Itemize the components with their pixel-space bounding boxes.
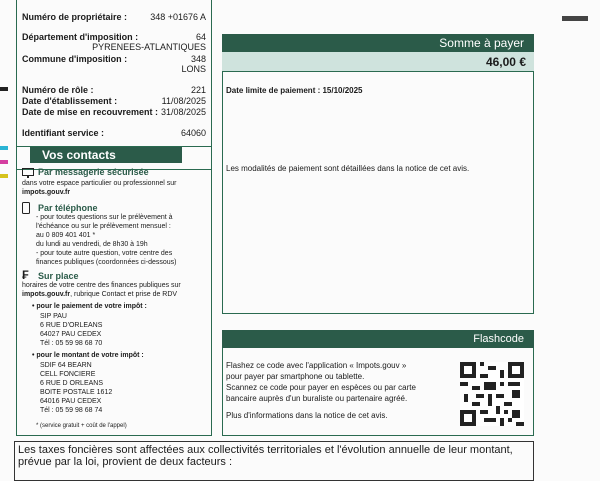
bottom-line-1: Les taxes foncières sont affectées aux collectivités territoriales et l'évolution annuelle de leur montant,: [18, 444, 513, 456]
payment-modalities: Les modalités de paiement sont détaillées dans la notice de cet avis.: [226, 164, 470, 173]
amount-addr-1: SDIF 64 BEARN: [40, 362, 92, 369]
amount-contact-title: • pour le montant de votre impôt :: [32, 352, 144, 359]
place-line-1: horaires de votre centre des finances publiques sur: [22, 282, 181, 289]
commune-code: 348: [190, 54, 206, 64]
place-line-2: , rubrique Contact et prise de RDV: [70, 291, 178, 298]
phone-hours: du lundi au vendredi, de 8h30 à 19h: [36, 241, 148, 248]
phone-line-1: - pour toutes questions sur le prélèvement à: [36, 214, 173, 221]
dept-label: Département d'imposition :: [22, 32, 139, 42]
amount-addr-2: CELL FONCIERE: [40, 371, 96, 378]
amount-addr-3: 6 RUE D ORLEANS: [40, 380, 104, 387]
service-id-label: Identifiant service :: [22, 128, 105, 138]
payment-addr-3: 64027 PAU CEDEX: [40, 331, 102, 338]
role-label: Numéro de rôle :: [22, 85, 94, 95]
footnote: * (service gratuit + coût de l'appel): [36, 423, 127, 429]
owner-number-value: 348 +01676 A: [150, 12, 206, 22]
amount-addr-6: Tél : 05 59 98 68 74: [40, 407, 103, 414]
payment-title: Somme à payer: [222, 34, 534, 52]
phone-line-4: finances publiques (coordonnées ci-dessous): [36, 259, 177, 266]
message-title: Par messagerie sécurisée: [38, 167, 149, 177]
contacts-title: Vos contacts: [30, 147, 182, 163]
place-site-link[interactable]: impots.gouv.fr: [22, 291, 71, 298]
service-id-value: 64060: [180, 128, 206, 138]
phone-icon: [22, 201, 30, 219]
recovery-date-value: 31/08/2025: [160, 107, 206, 117]
place-line-2-wrap: [22, 291, 177, 298]
margin-mark-3: [0, 160, 8, 164]
payment-addr-1: SIP PAU: [40, 313, 67, 320]
flashcode-line-2: pour payer par smartphone ou tablette.: [226, 372, 365, 381]
flashcode-line-6: Plus d'informations dans la notice de cet avis.: [226, 411, 388, 420]
phone-title: Par téléphone: [38, 203, 98, 213]
flashcode-title: Flashcode: [222, 330, 534, 348]
issue-date-label: Date d'établissement :: [22, 96, 118, 106]
phone-line-3: - pour toute autre question, votre centre des: [36, 250, 173, 257]
dept-code: 64: [195, 32, 206, 42]
euro-icon: ₣: [22, 268, 29, 282]
flashcode-line-4: bancaire auprès d'un buraliste ou partenaire agréé.: [226, 394, 408, 403]
place-title: Sur place: [38, 271, 79, 281]
issue-date-value: 11/08/2025: [161, 96, 206, 106]
payment-deadline: Date limite de paiement : 15/10/2025: [226, 86, 363, 95]
payment-panel: [222, 34, 534, 314]
qr-code-icon[interactable]: [460, 362, 524, 431]
corner-mark: [562, 16, 588, 21]
phone-number: au 0 809 401 401 *: [36, 232, 96, 239]
amount-addr-5: 64016 PAU CEDEX: [40, 398, 102, 405]
payment-addr-2: 6 RUE D'ORLEANS: [40, 322, 103, 329]
flashcode-line-3: Scannez ce code pour payer en espèces ou par carte: [226, 383, 416, 392]
owner-number-label: Numéro de propriétaire :: [22, 12, 128, 22]
margin-mark-2: [0, 146, 8, 150]
message-site-link[interactable]: impots.gouv.fr: [22, 189, 71, 196]
amount-addr-4: BOITE POSTALE 1612: [40, 389, 113, 396]
commune-name: LONS: [181, 64, 206, 74]
flashcode-text: [226, 360, 456, 421]
flashcode-line-1: Flashez ce code avec l'application « Impots.gouv »: [226, 361, 407, 370]
margin-mark-4: [0, 174, 8, 178]
role-value: 221: [190, 85, 206, 95]
phone-line-2: l'échéance ou sur le prélèvement mensuel :: [36, 223, 171, 230]
bottom-line-2: prévue par la loi, provient de deux facteurs :: [18, 456, 233, 468]
margin-mark-1: [0, 87, 8, 91]
message-text: dans votre espace particulier ou professionnel sur: [22, 180, 177, 187]
commune-label: Commune d'imposition :: [22, 54, 128, 64]
recovery-date-label: Date de mise en recouvrement :: [22, 107, 159, 117]
payment-contact-title: • pour le paiement de votre impôt :: [32, 303, 147, 310]
payment-addr-4: Tél : 05 59 98 68 70: [40, 340, 103, 347]
dept-name: PYRENEES-ATLANTIQUES: [92, 42, 206, 52]
payment-amount: 46,00 €: [222, 52, 534, 72]
